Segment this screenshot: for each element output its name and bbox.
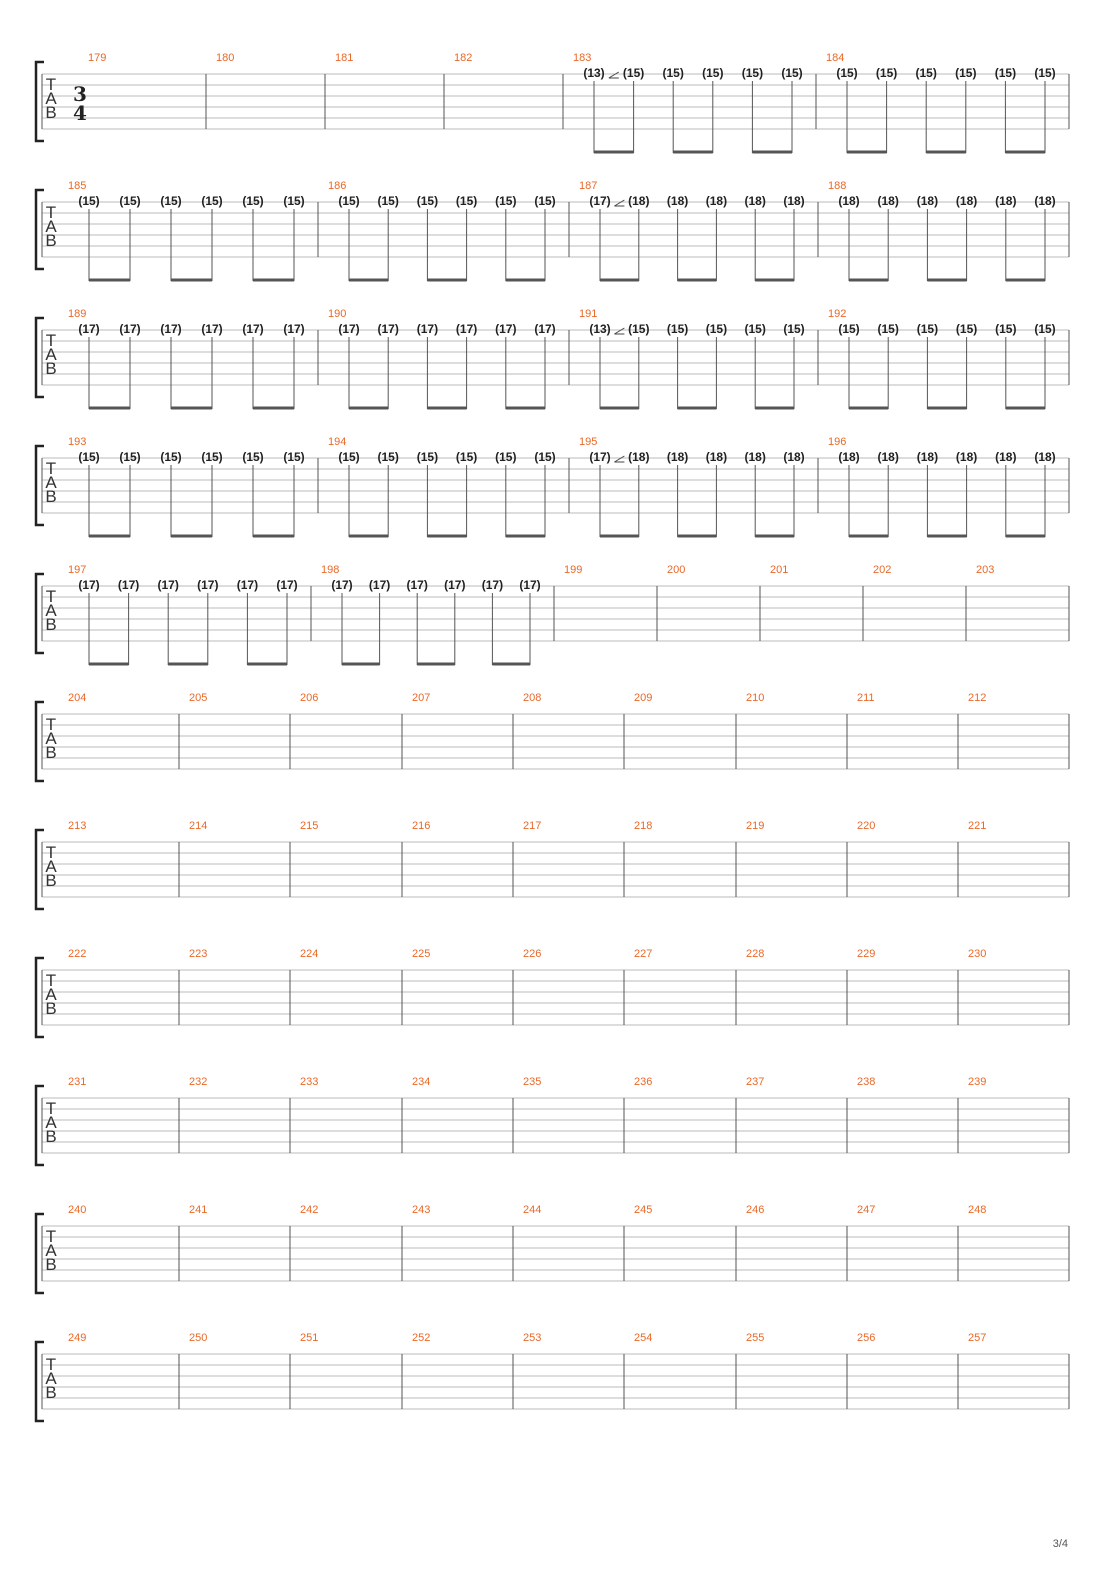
fret-number: (15) xyxy=(338,194,360,208)
fret-number: (17) xyxy=(589,194,611,208)
measure-number: 183 xyxy=(573,52,592,64)
fret-number: (15) xyxy=(455,450,478,464)
fret-number: (15) xyxy=(781,66,803,80)
tab-clef-letter: T xyxy=(45,587,57,606)
fret-number: (17) xyxy=(201,322,223,336)
slide-mark xyxy=(609,72,619,78)
measure-number: 251 xyxy=(300,1332,319,1344)
fret-number: (17) xyxy=(444,578,466,592)
tab-clef-letter: B xyxy=(45,999,57,1018)
fret-number: (18) xyxy=(628,450,650,464)
measure-number: 211 xyxy=(857,692,875,704)
measure-number: 207 xyxy=(412,692,431,704)
fret-number: (17) xyxy=(197,578,219,592)
fret-number: (15) xyxy=(283,450,305,464)
measure-number: 255 xyxy=(746,1332,765,1344)
tab-clef-letter: B xyxy=(45,1383,57,1402)
measure-number: 212 xyxy=(968,692,987,704)
fret-number: (15) xyxy=(242,194,264,208)
fret-number: (15) xyxy=(744,322,766,336)
fret-number: (15) xyxy=(1034,66,1056,80)
fret-number: (17) xyxy=(160,322,182,336)
tab-clef-letter: A xyxy=(45,89,57,108)
tab-clef-letter: B xyxy=(45,1127,57,1146)
measure-number: 184 xyxy=(826,52,845,64)
measure-number: 252 xyxy=(412,1332,431,1344)
measure-number: 247 xyxy=(857,1204,876,1216)
measure-number: 205 xyxy=(189,692,208,704)
fret-number: (15) xyxy=(377,194,399,208)
measure-number: 232 xyxy=(189,1076,208,1088)
measure-number: 231 xyxy=(68,1076,87,1088)
fret-number: (17) xyxy=(481,578,504,592)
measure-number: 180 xyxy=(216,52,235,64)
measure-number: 198 xyxy=(321,564,340,576)
measure-number: 192 xyxy=(828,308,847,320)
measure-number: 243 xyxy=(412,1204,431,1216)
measure-number: 219 xyxy=(746,820,765,832)
fret-number: (17) xyxy=(495,322,517,336)
fret-number: (15) xyxy=(201,194,223,208)
measure-number: 239 xyxy=(968,1076,987,1088)
measure-number: 213 xyxy=(68,820,87,832)
fret-number: (18) xyxy=(838,194,860,208)
measure-number: 229 xyxy=(857,948,876,960)
fret-number: (17) xyxy=(276,578,298,592)
fret-number: (18) xyxy=(744,194,766,208)
fret-number: (15) xyxy=(666,322,689,336)
tab-clef-letter: T xyxy=(45,1355,57,1374)
measure-number: 246 xyxy=(746,1204,765,1216)
fret-number: (15) xyxy=(955,66,977,80)
measure-number: 256 xyxy=(857,1332,876,1344)
measure-number: 226 xyxy=(523,948,542,960)
fret-number: (18) xyxy=(666,194,689,208)
measure-number: 189 xyxy=(68,308,87,320)
tab-clef-letter: A xyxy=(45,1241,57,1260)
measure-number: 242 xyxy=(300,1204,319,1216)
fret-number: (17) xyxy=(117,578,140,592)
measure-number: 249 xyxy=(68,1332,87,1344)
measure-number: 222 xyxy=(68,948,87,960)
fret-number: (15) xyxy=(78,194,100,208)
measure-number: 210 xyxy=(746,692,765,704)
measure-number: 196 xyxy=(828,436,847,448)
measure-number: 221 xyxy=(968,820,987,832)
measure-number: 254 xyxy=(634,1332,653,1344)
tab-clef-letter: T xyxy=(45,715,57,734)
measure-number: 216 xyxy=(412,820,431,832)
fret-number: (18) xyxy=(705,194,728,208)
fret-number: (15) xyxy=(534,450,556,464)
measure-number: 194 xyxy=(328,436,347,448)
tab-clef-letter: B xyxy=(45,487,57,506)
fret-number: (15) xyxy=(915,66,937,80)
tab-clef-letter: A xyxy=(45,729,57,748)
measure-number: 190 xyxy=(328,308,347,320)
tab-clef-letter: B xyxy=(45,743,57,762)
fret-number: (18) xyxy=(628,194,650,208)
fret-number: (15) xyxy=(1034,322,1056,336)
fret-number: (15) xyxy=(741,66,764,80)
fret-number: (15) xyxy=(838,322,860,336)
measure-number: 204 xyxy=(68,692,87,704)
fret-number: (18) xyxy=(877,450,899,464)
measure-number: 220 xyxy=(857,820,876,832)
measure-number: 224 xyxy=(300,948,319,960)
measure-number: 228 xyxy=(746,948,765,960)
fret-number: (15) xyxy=(160,194,182,208)
measure-number: 179 xyxy=(88,52,107,64)
fret-number: (15) xyxy=(534,194,556,208)
fret-number: (17) xyxy=(519,578,541,592)
measure-number: 225 xyxy=(412,948,431,960)
fret-number: (15) xyxy=(628,322,650,336)
fret-number: (17) xyxy=(331,578,353,592)
measure-number: 236 xyxy=(634,1076,653,1088)
measure-number: 186 xyxy=(328,180,347,192)
fret-number: (18) xyxy=(916,450,939,464)
time-signature-numerator: 3 xyxy=(73,82,87,106)
slide-mark xyxy=(614,200,624,206)
measure-number: 235 xyxy=(523,1076,542,1088)
fret-number: (15) xyxy=(875,66,898,80)
measure-number: 206 xyxy=(300,692,319,704)
tab-clef-letter: B xyxy=(45,1255,57,1274)
fret-number: (17) xyxy=(416,322,439,336)
fret-number: (15) xyxy=(955,322,978,336)
measure-number: 223 xyxy=(189,948,208,960)
slide-mark xyxy=(614,328,624,334)
measure-number: 245 xyxy=(634,1204,653,1216)
measure-number: 240 xyxy=(68,1204,87,1216)
fret-number: (15) xyxy=(416,450,439,464)
measure-number: 197 xyxy=(68,564,87,576)
fret-number: (15) xyxy=(495,450,517,464)
measure-number: 230 xyxy=(968,948,987,960)
fret-number: (15) xyxy=(119,194,141,208)
fret-number: (15) xyxy=(995,322,1017,336)
tab-clef-letter: A xyxy=(45,473,57,492)
tab-clef-letter: B xyxy=(45,231,57,250)
fret-number: (15) xyxy=(994,66,1017,80)
fret-number: (18) xyxy=(995,194,1017,208)
fret-number: (18) xyxy=(838,450,860,464)
time-signature-denominator: 4 xyxy=(73,101,87,125)
measure-number: 185 xyxy=(68,180,87,192)
measure-number: 199 xyxy=(564,564,583,576)
fret-number: (15) xyxy=(160,450,182,464)
tab-clef-letter: T xyxy=(45,75,57,94)
tab-clef-letter: B xyxy=(45,359,57,378)
fret-number: (15) xyxy=(877,322,899,336)
fret-number: (18) xyxy=(995,450,1017,464)
measure-number: 233 xyxy=(300,1076,319,1088)
fret-number: (17) xyxy=(157,578,179,592)
measure-number: 227 xyxy=(634,948,653,960)
tab-clef-letter: A xyxy=(45,217,57,236)
tab-clef-letter: T xyxy=(45,1227,57,1246)
measure-number: 182 xyxy=(454,52,473,64)
fret-number: (15) xyxy=(119,450,141,464)
fret-number: (17) xyxy=(377,322,399,336)
fret-number: (18) xyxy=(877,194,899,208)
tab-clef-letter: T xyxy=(45,1099,57,1118)
fret-number: (15) xyxy=(338,450,360,464)
fret-number: (15) xyxy=(916,322,939,336)
fret-number: (18) xyxy=(1034,194,1056,208)
measure-number: 209 xyxy=(634,692,653,704)
measure-number: 215 xyxy=(300,820,319,832)
tab-clef-letter: B xyxy=(45,103,57,122)
tab-clef-letter: T xyxy=(45,843,57,862)
fret-number: (15) xyxy=(78,450,100,464)
tab-clef-letter: A xyxy=(45,857,57,876)
measure-number: 248 xyxy=(968,1204,987,1216)
fret-number: (18) xyxy=(666,450,689,464)
fret-number: (15) xyxy=(242,450,264,464)
measure-number: 237 xyxy=(746,1076,765,1088)
fret-number: (15) xyxy=(377,450,399,464)
fret-number: (15) xyxy=(495,194,517,208)
fret-number: (18) xyxy=(955,450,978,464)
slide-mark xyxy=(614,456,624,462)
fret-number: (17) xyxy=(534,322,556,336)
measure-number: 241 xyxy=(189,1204,208,1216)
tab-clef-letter: A xyxy=(45,1369,57,1388)
measure-number: 217 xyxy=(523,820,542,832)
fret-number: (15) xyxy=(783,322,805,336)
fret-number: (17) xyxy=(236,578,259,592)
fret-number: (17) xyxy=(119,322,141,336)
fret-number: (17) xyxy=(455,322,478,336)
tab-clef-letter: B xyxy=(45,615,57,634)
tab-clef-letter: B xyxy=(45,871,57,890)
measure-number: 208 xyxy=(523,692,542,704)
fret-number: (17) xyxy=(242,322,264,336)
fret-number: (15) xyxy=(201,450,223,464)
measure-number: 214 xyxy=(189,820,208,832)
measure-number: 244 xyxy=(523,1204,542,1216)
measure-number: 187 xyxy=(579,180,598,192)
tab-clef-letter: A xyxy=(45,1113,57,1132)
measure-number: 201 xyxy=(770,564,789,576)
tab-clef-letter: A xyxy=(45,345,57,364)
tab-clef-letter: A xyxy=(45,601,57,620)
measure-number: 257 xyxy=(968,1332,987,1344)
measure-number: 195 xyxy=(579,436,598,448)
fret-number: (18) xyxy=(783,450,805,464)
fret-number: (15) xyxy=(283,194,305,208)
fret-number: (18) xyxy=(744,450,766,464)
fret-number: (17) xyxy=(406,578,428,592)
page-number: 3/4 xyxy=(1052,1538,1068,1550)
measure-number: 203 xyxy=(976,564,995,576)
fret-number: (17) xyxy=(368,578,391,592)
tab-clef-letter: T xyxy=(45,203,57,222)
measure-number: 238 xyxy=(857,1076,876,1088)
fret-number: (17) xyxy=(589,450,611,464)
measure-number: 191 xyxy=(579,308,598,320)
measure-number: 202 xyxy=(873,564,892,576)
fret-number: (15) xyxy=(662,66,684,80)
measure-number: 234 xyxy=(412,1076,431,1088)
fret-number: (17) xyxy=(283,322,305,336)
fret-number: (15) xyxy=(622,66,645,80)
fret-number: (15) xyxy=(455,194,478,208)
tab-clef-letter: T xyxy=(45,459,57,478)
fret-number: (15) xyxy=(836,66,858,80)
measure-number: 188 xyxy=(828,180,847,192)
fret-number: (17) xyxy=(78,578,100,592)
measure-number: 250 xyxy=(189,1332,208,1344)
fret-number: (17) xyxy=(78,322,100,336)
measure-number: 218 xyxy=(634,820,653,832)
tab-clef-letter: A xyxy=(45,985,57,1004)
fret-number: (17) xyxy=(338,322,360,336)
fret-number: (18) xyxy=(705,450,728,464)
fret-number: (18) xyxy=(955,194,978,208)
measure-number: 193 xyxy=(68,436,87,448)
measure-number: 200 xyxy=(667,564,686,576)
fret-number: (13) xyxy=(583,66,605,80)
fret-number: (18) xyxy=(783,194,805,208)
tab-clef-letter: T xyxy=(45,331,57,350)
fret-number: (18) xyxy=(916,194,939,208)
measure-number: 181 xyxy=(335,52,354,64)
measure-number: 253 xyxy=(523,1332,542,1344)
fret-number: (15) xyxy=(705,322,728,336)
fret-number: (15) xyxy=(416,194,439,208)
fret-number: (18) xyxy=(1034,450,1056,464)
fret-number: (13) xyxy=(589,322,611,336)
fret-number: (15) xyxy=(702,66,724,80)
tab-clef-letter: T xyxy=(45,971,57,990)
